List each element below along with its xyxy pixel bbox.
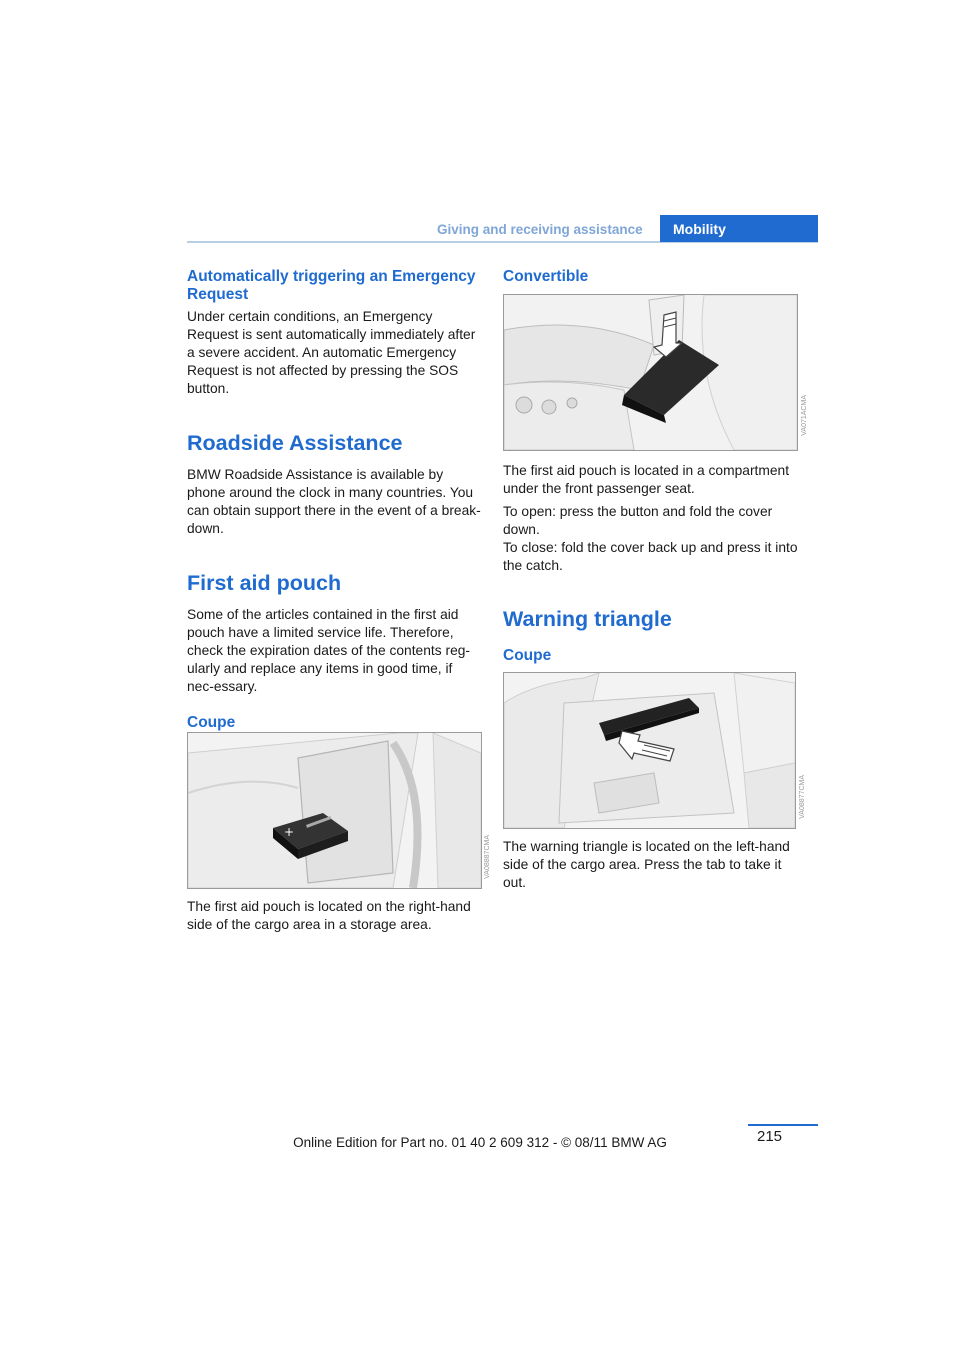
heading-warning-triangle: Warning triangle: [503, 607, 672, 631]
chapter-tab: Mobility: [660, 215, 818, 242]
paragraph-convertible-location: The first aid pouch is located in a compartment under the front passenger seat.: [503, 463, 790, 496]
heading-convertible: Convertible: [503, 268, 589, 285]
heading-coupe-warning-triangle: Coupe: [503, 647, 552, 664]
paragraph-roadside-assistance: BMW Roadside Assistance is available by phone around the clock in many countries. You can obtain support there in the event of a break-down.: [187, 467, 481, 536]
paragraph-convertible-open: To open: press the button and fold the cover down.: [503, 504, 773, 537]
paragraph-first-aid-coupe: The first aid pouch is located on the right-hand side of the cargo area in a storage area.: [187, 899, 471, 932]
page-number: 215: [757, 1128, 783, 1145]
paragraph-warning-triangle: The warning triangle is located on the left-hand side of the cargo area. Press the tab to take it out.: [503, 839, 790, 890]
warning-triangle-caption-block: [503, 838, 798, 892]
svg-text:+: +: [284, 825, 295, 839]
right-column-top: [503, 268, 798, 286]
paragraph-first-aid-pouch: Some of the articles contained in the first aid pouch have a limited service life. Therefore, check the expiration dates of the contents reg-ularly and replace any items in good time, if nec-essary.: [187, 607, 471, 694]
left-column: [187, 268, 482, 732]
heading-automatic-emergency-request: Automatically triggering an Emergency Request: [187, 268, 476, 303]
paragraph-convertible-close: To close: fold the cover back up and press it into the catch.: [503, 540, 798, 573]
figure-first-aid-coupe: [187, 732, 482, 889]
figure-first-aid-convertible: [503, 294, 798, 451]
coupe-first-aid-caption-block: [187, 898, 482, 934]
heading-coupe-first-aid: Coupe: [187, 714, 236, 731]
section-title: Giving and receiving assistance: [437, 222, 643, 237]
paragraph-automatic-emergency-request: Under certain conditions, an Emergency Request is sent automatically immediately after a severe accident. An automatic Emergency Request is not affected by pressing the SOS button.: [187, 309, 476, 396]
figure-code-first-aid-coupe: VA08887CMA: [484, 835, 491, 879]
figure-code-first-aid-convertible: VA071ACMA: [801, 395, 808, 436]
figure-code-warning-triangle: VA08877CMA: [799, 775, 806, 819]
heading-first-aid-pouch: First aid pouch: [187, 571, 342, 595]
right-column-bottom: [503, 462, 798, 665]
heading-roadside-assistance: Roadside Assistance: [187, 431, 403, 455]
footer-edition: Online Edition for Part no. 01 40 2 609 312 - © 08/11 BMW AG: [293, 1135, 667, 1150]
figure-warning-triangle-coupe: [503, 672, 796, 829]
page-number-rule: [748, 1124, 818, 1126]
